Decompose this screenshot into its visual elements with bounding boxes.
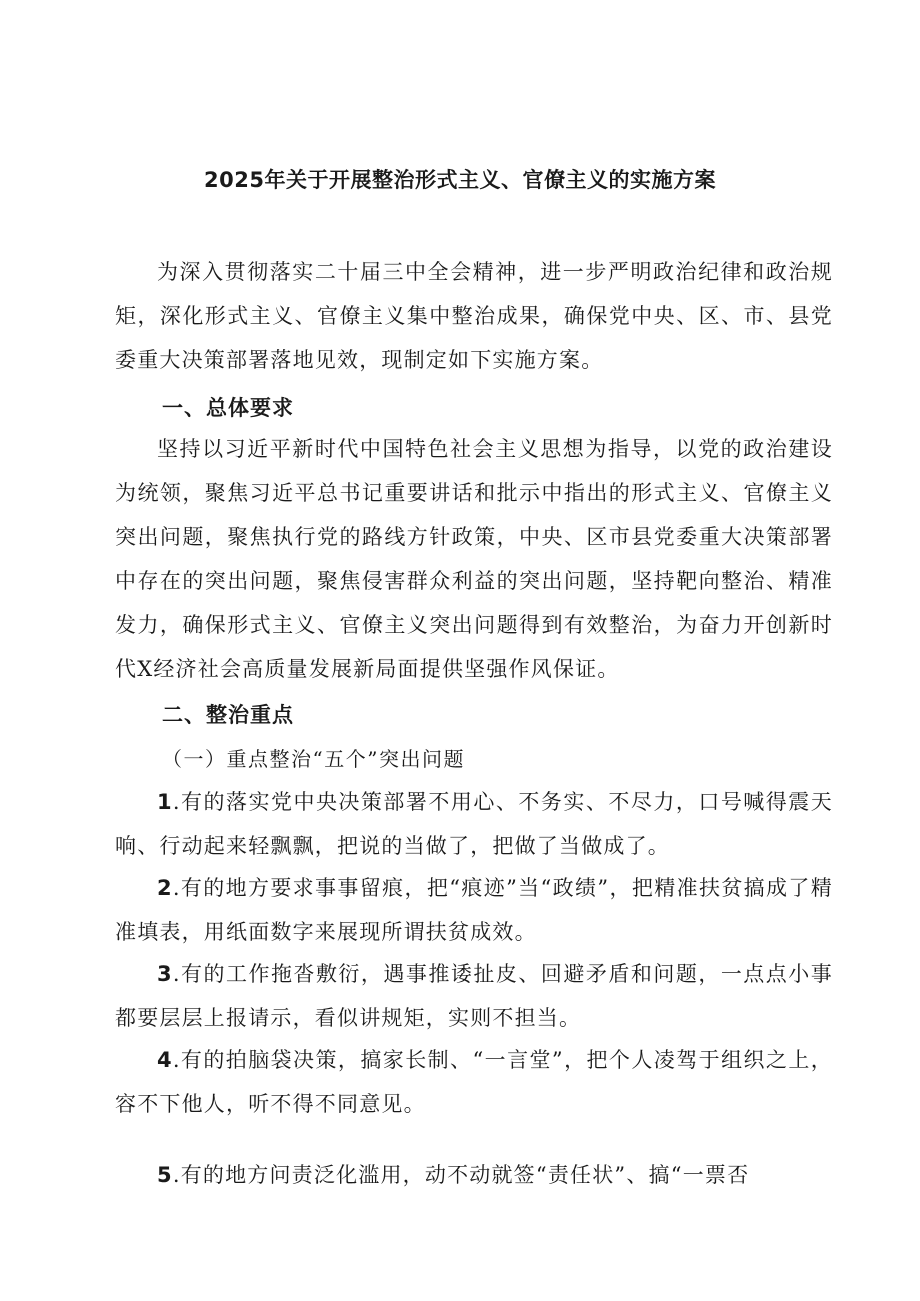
list-item-number: 5	[157, 1163, 173, 1187]
subsection-heading-five-problems: （一）重点整治“五个”突出问题	[162, 747, 465, 771]
intro-paragraph: 为深入贯彻落实二十届三中全会精神，进一步严明政治纪律和政治规矩，深化形式主义、官僚主义集中整治成果，确保党中央、区、市、县党委重大决策部署落地见效，现制定如下实施方案。	[115, 260, 833, 372]
list-item-number: 2	[157, 876, 173, 900]
list-item-text: .有的地方问责泛化滥用，动不动就签“责任状”、搞“一票否	[172, 1163, 750, 1187]
list-item-number: 3	[157, 962, 173, 986]
list-item-number: 1	[157, 790, 173, 814]
section1-paragraph: 坚持以习近平新时代中国特色社会主义思想为指导，以党的政治建设为统领，聚焦习近平总书记重要讲话和批示中指出的形式主义、官僚主义突出问题，聚焦执行党的路线方针政策，中央、区市县党委重大决策部署中存在的突出问题，聚焦侵害群众利益的突出问题，坚持靶向整治、精准发力，确保形式主义、官僚主义突出问题得到有效整治，为奋力开创新时代X经济社会高质量发展新局面提供坚强作风保证。	[115, 437, 833, 681]
section-heading-rectification-focus: 二、整治重点	[162, 703, 294, 727]
section-heading-overall-requirements: 一、总体要求	[162, 396, 294, 420]
list-item	[115, 1153, 833, 1197]
list-item-text: .有的工作拖沓敷衍，遇事推诿扯皮、回避矛盾和问题，一点点小事都要层层上报请示，看似讲规矩，实则不担当。	[115, 962, 833, 1030]
document-title: 2025年关于开展整治形式主义、官僚主义的实施方案	[204, 168, 716, 192]
list-item-text: .有的地方要求事事留痕，把“痕迹”当“政绩”，把精准扶贫搞成了精准填表，用纸面数字来展现所谓扶贫成效。	[115, 876, 833, 944]
list-item-text: .有的拍脑袋决策，搞家长制、“一言堂”，把个人凌驾于组织之上，容不下他人，听不得不同意见。	[115, 1048, 833, 1116]
list-item-number: 4	[157, 1048, 173, 1072]
list-item	[115, 780, 833, 868]
list-item	[115, 866, 833, 954]
list-item-text: .有的落实党中央决策部署不用心、不务实、不尽力，口号喊得震天响、行动起来轻飘飘，把说的当做了，把做了当做成了。	[115, 790, 833, 858]
list-item	[115, 1038, 833, 1126]
list-item	[115, 952, 833, 1040]
